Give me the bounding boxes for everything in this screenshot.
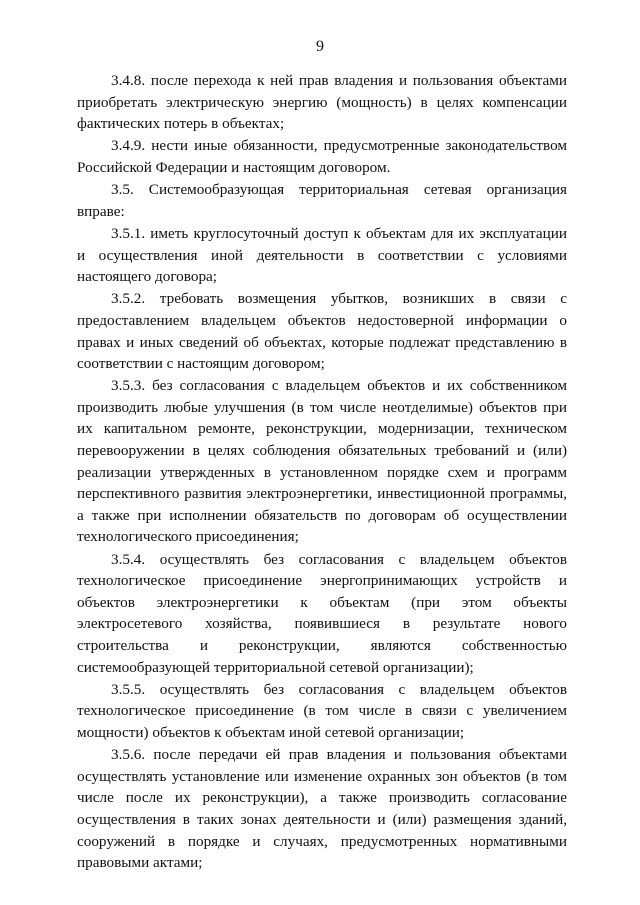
paragraph-3-4-8: 3.4.8. после перехода к ней прав владения и пользования объектами приобретать электрическую энергию (мощность) в целях компенсации фактических потерь в объектах; — [77, 72, 567, 133]
paragraph-3-5-4: 3.5.4. осуществлять без согласования с владельцем объектов технологическое присоединение энергопринимающих устройств и объектов электроэнергетики к объектам (при этом объекты электросетевого хозяйства, появившиеся в результате нового строительства и реконструкции, являются собственностью системообразующей территориальной сетевой организации); — [77, 550, 567, 676]
paragraph-3-5-1: 3.5.1. иметь круглосуточный доступ к объектам для их эксплуатации и осуществления иной деятельности в соответствии с условиями настоящего договора; — [77, 224, 567, 286]
paragraph-3-5-6: 3.5.6. после передачи ей прав владения и пользования объектами осуществлять установление или изменение охранных зон объектов (в том числе после их реконструкции), а также производить согласование осуществления в таких зонах деятельности и (или) размещения зданий, сооружений в порядке и случаях, предусмотренных нормативными правовыми актами; — [77, 746, 567, 872]
paragraph-3-5: 3.5. Системообразующая территориальная сетевая организация вправе: — [77, 181, 567, 220]
page-number: 9 — [316, 38, 324, 55]
paragraph-3-4-9: 3.4.9. нести иные обязанности, предусмотренные законодательством Российской Федерации и настоящим договором. — [77, 137, 567, 176]
document-body — [77, 70, 567, 874]
paragraph-3-5-5: 3.5.5. осуществлять без согласования с владельцем объектов технологическое присоединение (в том числе в связи с увеличением мощности) объектов к объектам иной сетевой организации; — [77, 680, 567, 741]
paragraph-3-5-3: 3.5.3. без согласования с владельцем объектов и их собственником производить любые улучшения (в том числе неотделимые) объектов при их капитальном ремонте, реконструкции, модернизации, техническом перевооружении в целях соблюдения обязательных требований и (или) реализации утвержденных в установленном порядке схем и программ перспективного развития электроэнергетики, инвестиционной программы, а также при исполнении обязательств по договорам об осуществлении технологического присоединения; — [77, 377, 567, 546]
paragraph-3-5-2: 3.5.2. требовать возмещения убытков, возникших в связи с предоставлением владельцем объектов недостоверной информации о правах и иных сведений об объектах, которые подлежат представлению в соответствии с настоящим договором; — [77, 290, 567, 373]
